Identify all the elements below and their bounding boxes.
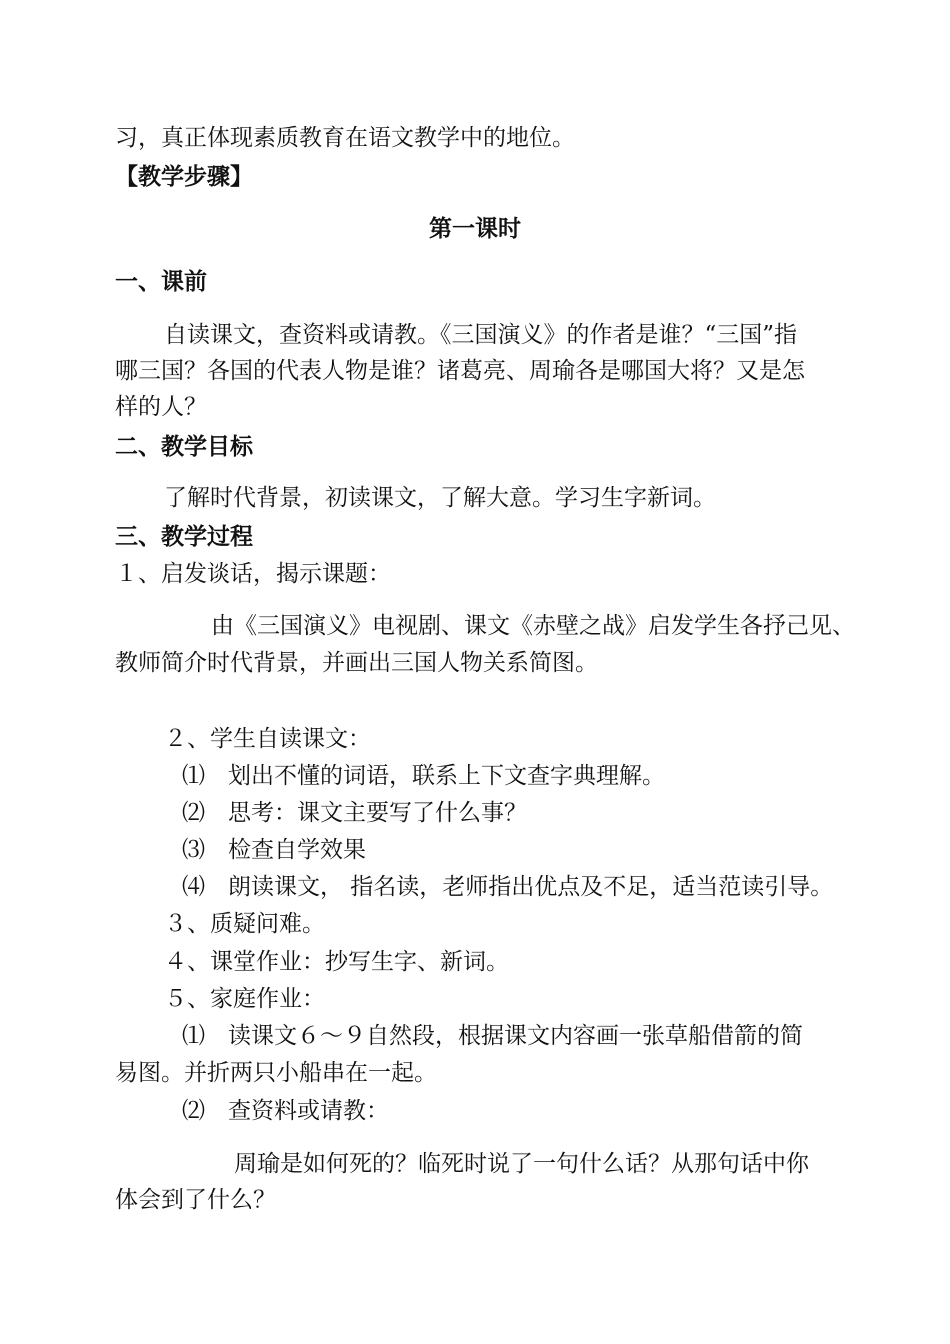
heading-teaching-goals: 二、教学目标 xyxy=(115,433,253,460)
list-item: １、启发谈话，揭示课题： xyxy=(115,561,391,587)
paragraph-line: 自读课文，查资料或请教。《三国演义》的作者是谁？“三国”指 xyxy=(164,322,798,348)
heading-before-class: 一、课前 xyxy=(115,268,207,295)
sub-list-item: ⑵ 思考：课文主要写了什么事？ xyxy=(182,800,527,826)
paragraph-continuation: 习，真正体现素质教育在语文教学中的地位。 xyxy=(115,125,575,151)
paragraph-line: 了解时代背景，初读课文，了解大意。学习生字新词。 xyxy=(164,485,716,511)
sub-list-item: ⑷ 朗读课文， 指名读，老师指出优点及不足，适当范读引导。 xyxy=(182,874,834,900)
paragraph-line: 教师简介时代背景，并画出三国人物关系简图。 xyxy=(115,650,598,676)
section-heading-teaching-steps: 【教学步骤】 xyxy=(115,163,253,190)
sub-list-item: ⑴ 划出不懂的词语，联系上下文查字典理解。 xyxy=(182,763,665,789)
sub-list-item: ⑶ 检查自学效果 xyxy=(182,837,366,863)
list-item: ５、家庭作业： xyxy=(164,986,325,1012)
list-item: ２、学生自读课文： xyxy=(164,726,371,752)
paragraph-line: 周瑜是如何死的？临死时说了一句什么话？从那句话中你 xyxy=(234,1151,809,1177)
heading-teaching-process: 三、教学过程 xyxy=(115,523,253,550)
paragraph-line: 哪三国？各国的代表人物是谁？诸葛亮、周瑜各是哪国大将？又是怎 xyxy=(115,358,805,384)
paragraph-line: 体会到了什么？ xyxy=(115,1187,276,1213)
list-item: ３、质疑问难。 xyxy=(164,911,325,937)
sub-list-item: ⑵ 查资料或请教： xyxy=(182,1098,389,1124)
paragraph-line: 样的人？ xyxy=(115,394,207,420)
sub-list-item: ⑴ 读课文６～９自然段，根据课文内容画一张草船借箭的简 xyxy=(182,1023,803,1049)
list-item: ４、课堂作业：抄写生字、新词。 xyxy=(164,949,509,975)
lesson-title: 第一课时 xyxy=(429,215,521,242)
paragraph-line: 易图。并折两只小船串在一起。 xyxy=(115,1060,437,1086)
paragraph-line: 由《三国演义》电视剧、课文《赤壁之战》启发学生各抒己见、 xyxy=(211,613,855,639)
